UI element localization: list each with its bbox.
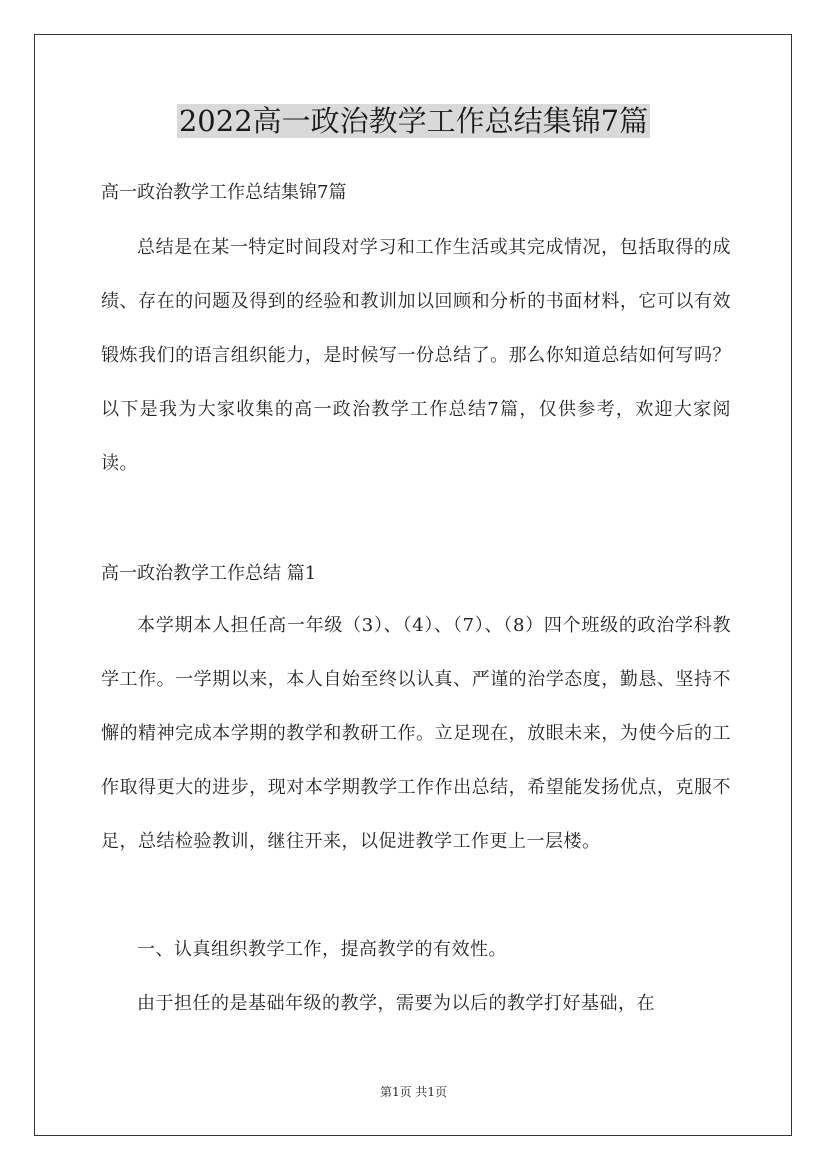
document-subtitle: 高一政治教学工作总结集锦7篇 [101,182,347,203]
page-footer: 第1页 共1页 [379,1085,448,1099]
section-paragraph: 本学期本人担任高一年级（3）、（4）、（7）、（8）四个班级的政治学科教学工作。一学期以来，本人自始至终以认真、严谨的治学态度，勤恳、坚持不懈的精神完成本学期的教学和教研工作。立足现在，放眼未来，为使今后的工作取得更大的进步，现对本学期教学工作作出总结，希望能发扬优点，克服不足，总结检验教训，继往开来，以促进教学工作更上一层楼。 [101,615,731,852]
section-paragraph-2: 由于担任的是基础年级的教学，需要为以后的教学打好基础，在 [137,993,655,1014]
document-title-text: 2022高一政治教学工作总结集锦7篇 [178,104,649,138]
section-point: 一、认真组织教学工作，提高教学的有效性。 [137,939,507,960]
document-title [0,98,827,144]
intro-paragraph: 总结是在某一特定时间段对学习和工作生活或其完成情况，包括取得的成绩、存在的问题及得到的经验和教训加以回顾和分析的书面材料，它可以有效锻炼我们的语言组织能力，是时候写一份总结了。那么你知道总结如何写吗？以下是我为大家收集的高一政治教学工作总结7篇，仅供参考，欢迎大家阅读。 [101,237,731,474]
section-heading: 高一政治教学工作总结 篇1 [101,563,317,584]
